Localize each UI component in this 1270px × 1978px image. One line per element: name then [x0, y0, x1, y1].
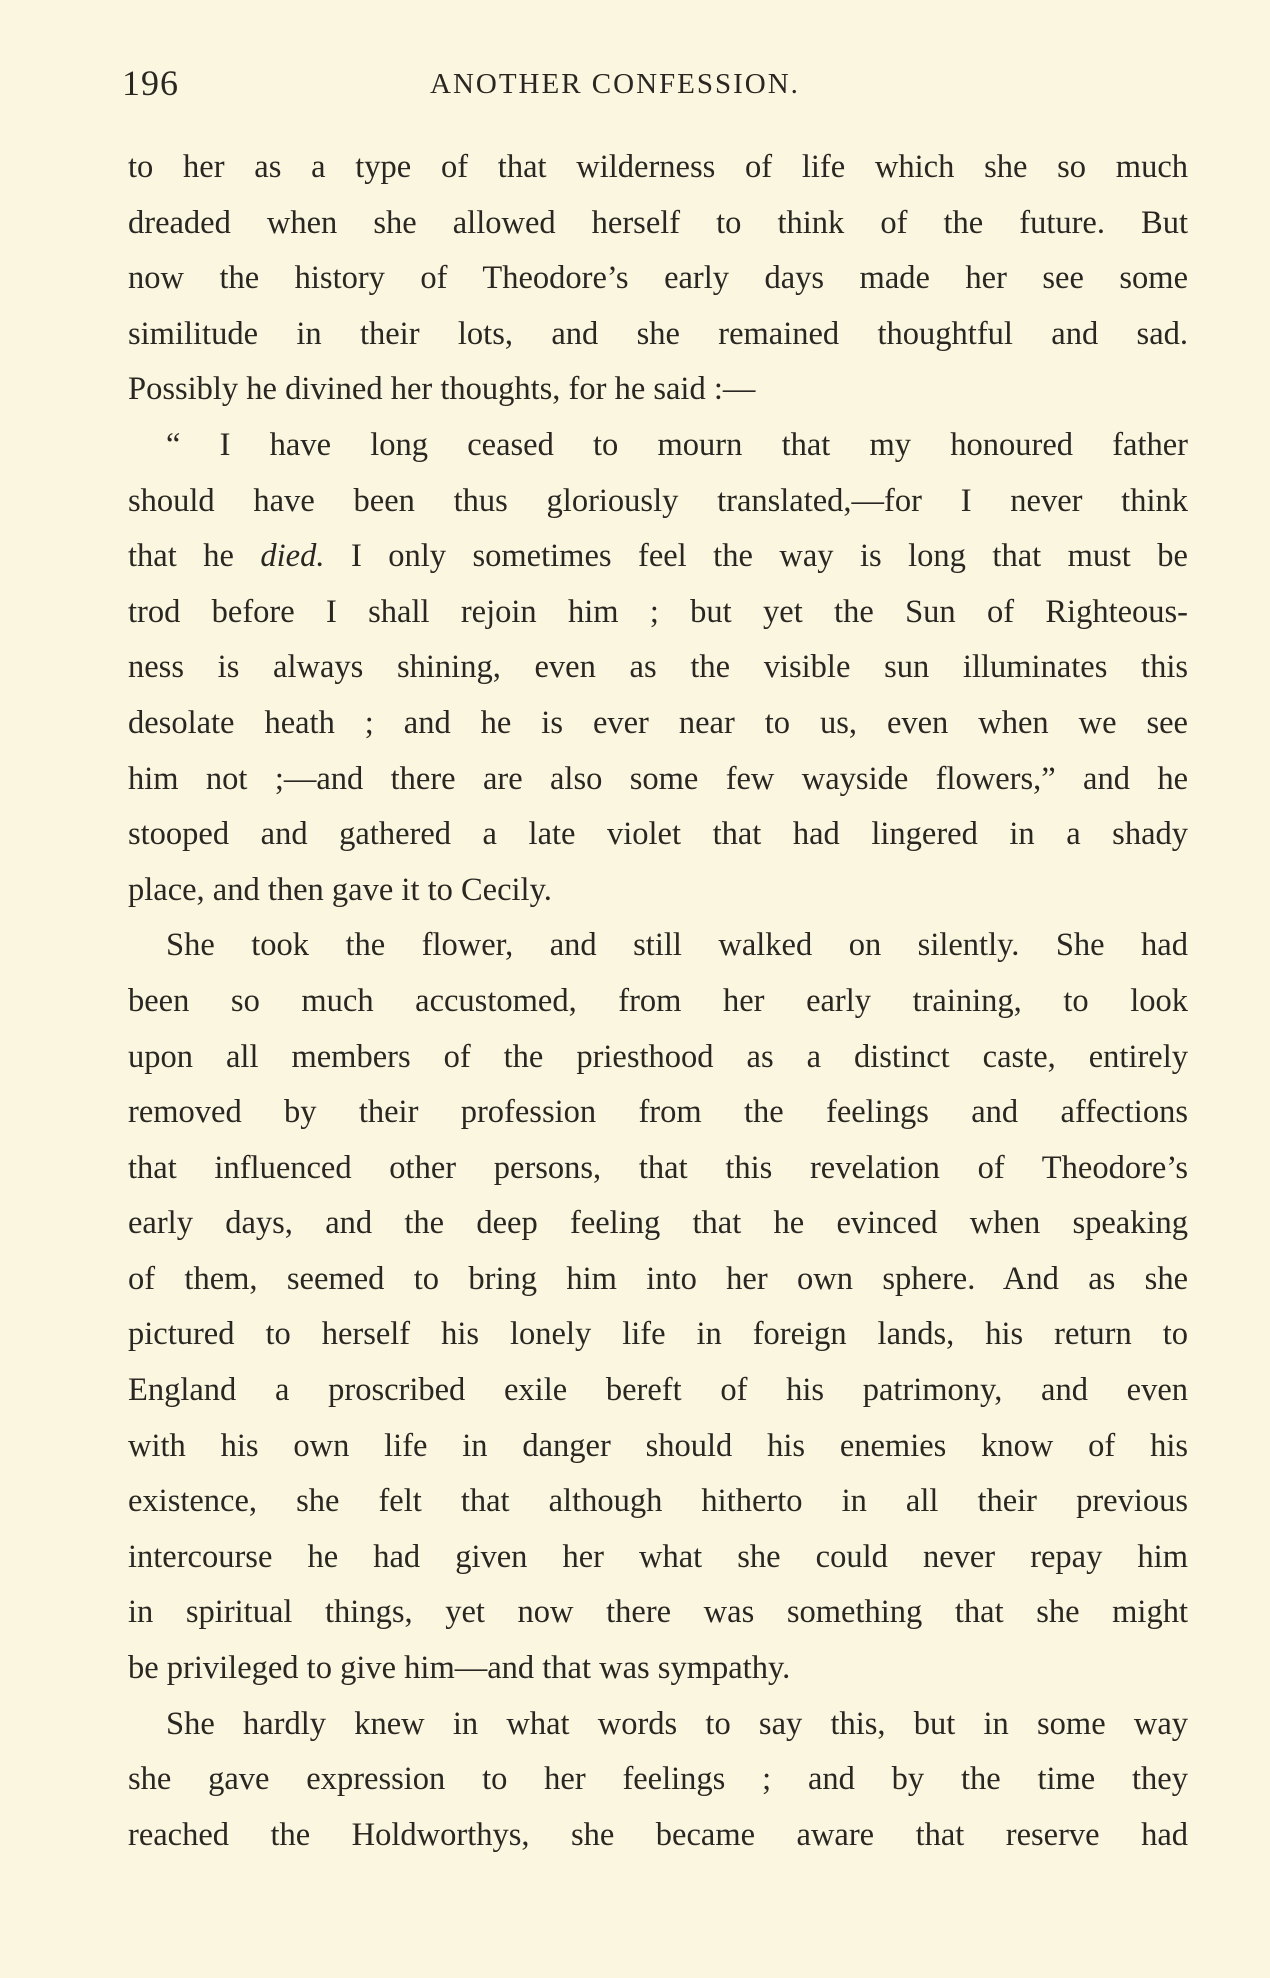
text-line: been so much accustomed, from her early training, to look	[128, 982, 1188, 1019]
body-text	[128, 140, 1188, 1863]
text-line: upon all members of the priesthood as a distinct caste, entirely	[128, 1038, 1188, 1075]
text-line: stooped and gathered a late violet that had lingered in a shady	[128, 816, 1188, 853]
text-line	[128, 529, 1188, 585]
text-line: removed by their profession from the feelings and affections	[128, 1094, 1188, 1131]
text-line: desolate heath ; and he is ever near to us, even when we see	[128, 704, 1188, 741]
text-line: be privileged to give him—and that was sympathy.	[128, 1650, 791, 1687]
text-line: reached the Holdworthys, she became aware that reserve had	[128, 1816, 1188, 1853]
text-line: dreaded when she allowed herself to think of the future. But	[128, 204, 1188, 241]
text-line: in spiritual things, yet now there was something that she might	[128, 1594, 1188, 1631]
text-line: should have been thus gloriously translated,—for I never think	[128, 482, 1188, 519]
text-line: similitude in their lots, and she remained thoughtful and sad.	[128, 315, 1188, 352]
text-line: to her as a type of that wilderness of life which she so much	[128, 149, 1188, 185]
running-title: ANOTHER CONFESSION.	[430, 68, 800, 100]
page-header	[0, 60, 1270, 110]
text-line: England a proscribed exile bereft of his patrimony, and even	[128, 1372, 1188, 1409]
text-line: intercourse he had given her what she could never repay him	[128, 1538, 1188, 1575]
text-line: trod before I shall rejoin him ; but yet the Sun of Righteous-	[128, 593, 1188, 630]
text-line: ness is always shining, even as the visible sun illuminates this	[128, 649, 1188, 686]
text-line: She hardly knew in what words to say this, but in some way	[166, 1705, 1188, 1742]
text-line: with his own life in danger should his enemies know of his	[128, 1427, 1188, 1464]
text-fragment: I only sometimes feel the way is long that must be	[324, 538, 1188, 575]
text-line: existence, she felt that although hitherto in all their previous	[128, 1483, 1188, 1520]
text-line: She took the flower, and still walked on silently. She had	[166, 927, 1188, 964]
text-line: early days, and the deep feeling that he evinced when speaking	[128, 1205, 1188, 1242]
text-line: Possibly he divined her thoughts, for he said :—	[128, 371, 756, 408]
text-line: pictured to herself his lonely life in foreign lands, his return to	[128, 1316, 1188, 1353]
text-fragment: that he	[128, 538, 261, 575]
text-line: now the history of Theodore’s early days made her see some	[128, 260, 1188, 297]
text-line: she gave expression to her feelings ; and by the time they	[128, 1761, 1188, 1798]
page-number: 196	[122, 63, 179, 103]
text-line: “ I have long ceased to mourn that my honoured father	[166, 426, 1188, 463]
text-line: place, and then gave it to Cecily.	[128, 871, 552, 908]
text-line: him not ;—and there are also some few wayside flowers,” and he	[128, 760, 1188, 797]
text-line: of them, seemed to bring him into her own sphere. And as she	[128, 1260, 1188, 1297]
text-line: that influenced other persons, that this revelation of Theodore’s	[128, 1149, 1188, 1186]
emphasis: died.	[260, 538, 325, 575]
